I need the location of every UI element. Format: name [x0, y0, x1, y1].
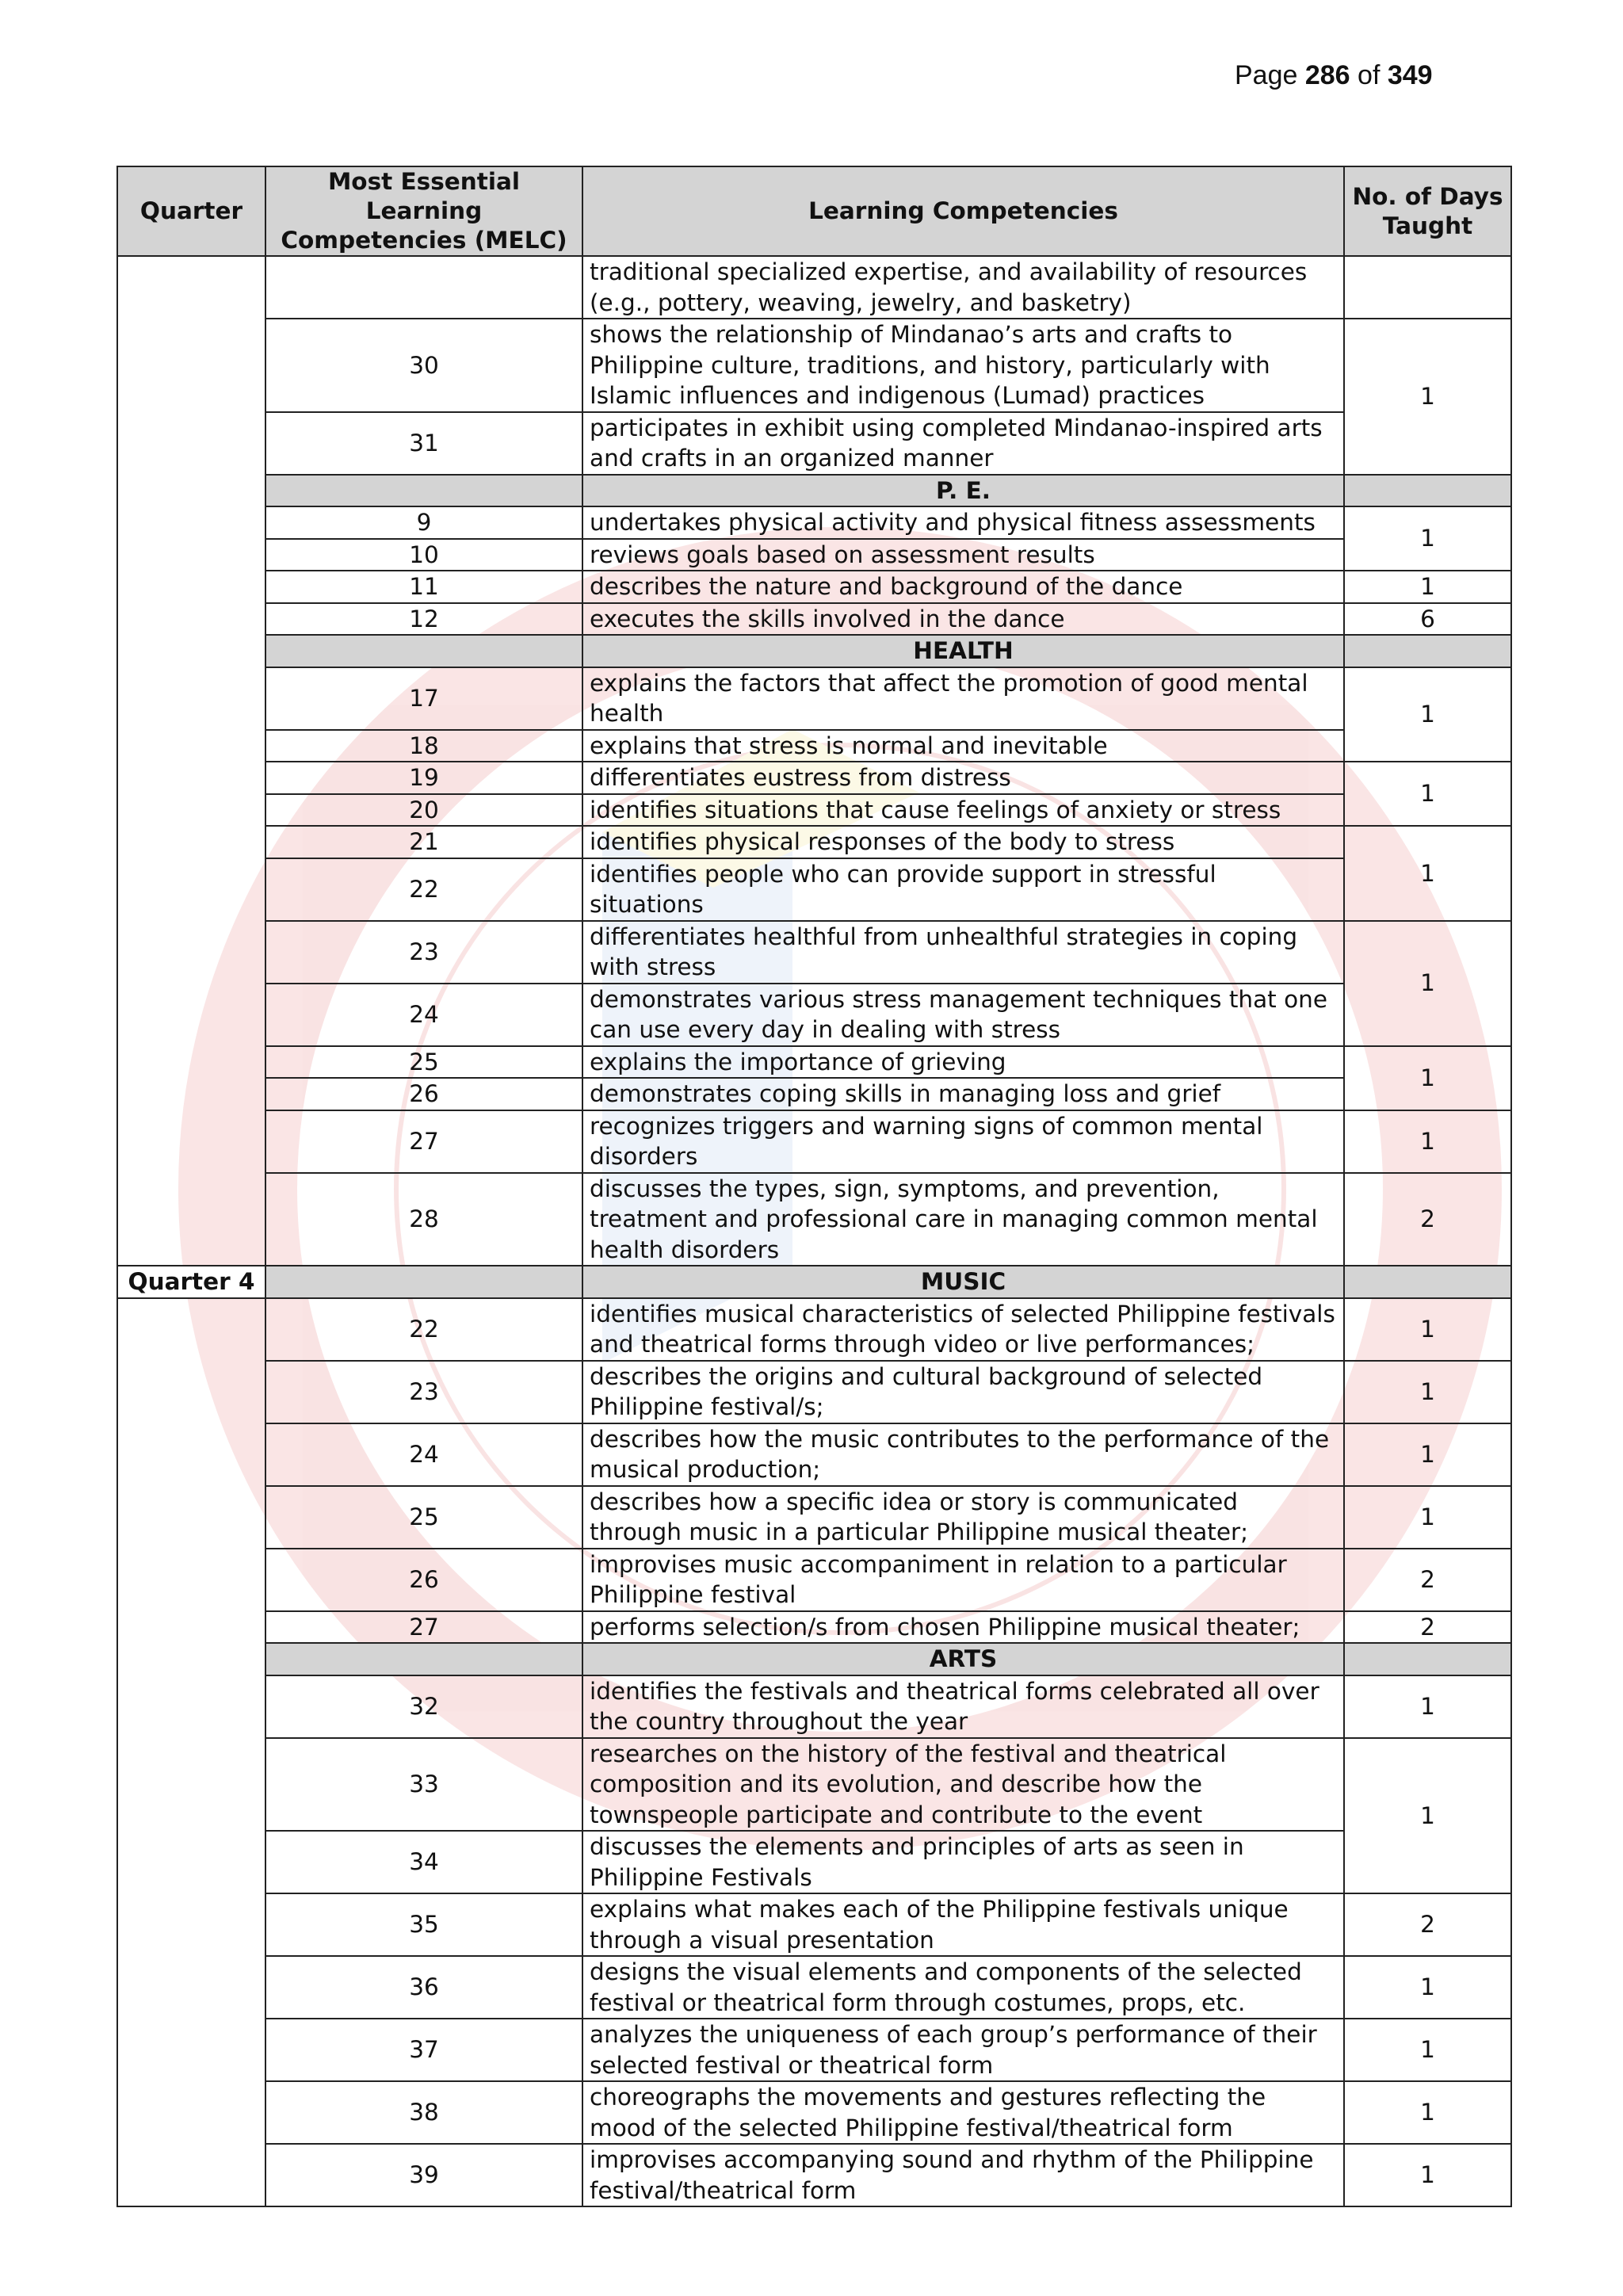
competency-text: identifies physical responses of the body to stress — [582, 826, 1344, 858]
table-row — [117, 1486, 1511, 1549]
melc-number: 25 — [265, 1486, 582, 1549]
melc-number: 32 — [265, 1675, 582, 1738]
page-total: 349 — [1387, 60, 1433, 90]
section-melc-cell — [265, 635, 582, 667]
melc-number: 25 — [265, 1046, 582, 1079]
melc-number: 17 — [265, 667, 582, 730]
days-taught: 2 — [1344, 1893, 1511, 1956]
melc-number: 28 — [265, 1173, 582, 1266]
table-row — [117, 2019, 1511, 2081]
table-row — [117, 1110, 1511, 1173]
melc-number: 26 — [265, 1078, 582, 1110]
competency-text: reviews goals based on assessment results — [582, 539, 1344, 571]
section-melc-cell — [265, 475, 582, 507]
competency-text: explains the factors that affect the promotion of good mental health — [582, 667, 1344, 730]
section-row — [117, 635, 1511, 667]
table-row — [117, 1078, 1511, 1110]
days-taught: 1 — [1344, 1298, 1511, 1361]
melc-number — [265, 256, 582, 319]
days-taught: 1 — [1344, 1486, 1511, 1549]
table-row — [117, 1675, 1511, 1738]
page-prefix: Page — [1235, 60, 1298, 90]
section-title: P. E. — [582, 475, 1344, 507]
competency-text: discusses the elements and principles of arts as seen in Philippine Festivals — [582, 1831, 1344, 1893]
table-row — [117, 762, 1511, 794]
melc-number: 27 — [265, 1611, 582, 1644]
competency-text: identifies the festivals and theatrical forms celebrated all over the country throughout the year — [582, 1675, 1344, 1738]
table-row — [117, 571, 1511, 603]
days-taught: 1 — [1344, 762, 1511, 826]
melc-table — [116, 166, 1512, 2207]
melc-number: 22 — [265, 1298, 582, 1361]
section-days-cell — [1344, 1643, 1511, 1675]
section-days-cell — [1344, 1266, 1511, 1298]
melc-number: 36 — [265, 1956, 582, 2019]
page-number — [1235, 60, 1433, 91]
table-row — [117, 1611, 1511, 1644]
competency-text: describes the nature and background of the dance — [582, 571, 1344, 603]
melc-number: 18 — [265, 730, 582, 762]
competency-text: identifies people who can provide support in stressful situations — [582, 858, 1344, 921]
table-row — [117, 794, 1511, 827]
competency-text: improvises accompanying sound and rhythm of the Philippine festival/theatrical form — [582, 2144, 1344, 2206]
days-taught — [1344, 256, 1511, 319]
table-row — [117, 921, 1511, 984]
quarter-cell — [117, 1298, 265, 2207]
table-row — [117, 1361, 1511, 1423]
table-row — [117, 826, 1511, 858]
melc-number: 37 — [265, 2019, 582, 2081]
competency-text: describes how a specific idea or story is communicated through music in a particular Philippine musical theater; — [582, 1486, 1344, 1549]
table-row — [117, 1298, 1511, 1361]
table-row — [117, 667, 1511, 730]
competency-text: performs selection/s from chosen Philippine musical theater; — [582, 1611, 1344, 1644]
section-days-cell — [1344, 475, 1511, 507]
competency-text: improvises music accompaniment in relation to a particular Philippine festival — [582, 1549, 1344, 1611]
competency-text: recognizes triggers and warning signs of common mental disorders — [582, 1110, 1344, 1173]
table-row — [117, 256, 1511, 319]
competency-text: differentiates healthful from unhealthful strategies in coping with stress — [582, 921, 1344, 984]
page-current: 286 — [1304, 60, 1350, 90]
section-title: ARTS — [582, 1643, 1344, 1675]
days-taught: 1 — [1344, 2019, 1511, 2081]
melc-number: 34 — [265, 1831, 582, 1893]
days-taught: 2 — [1344, 1549, 1511, 1611]
days-taught: 1 — [1344, 1423, 1511, 1486]
melc-number: 21 — [265, 826, 582, 858]
days-taught: 2 — [1344, 1173, 1511, 1266]
table-row — [117, 603, 1511, 636]
table-row — [117, 1549, 1511, 1611]
melc-number: 22 — [265, 858, 582, 921]
header-learning-competencies: Learning Competencies — [582, 166, 1344, 256]
competency-text: undertakes physical activity and physical fitness assessments — [582, 506, 1344, 539]
melc-number: 26 — [265, 1549, 582, 1611]
section-melc-cell — [265, 1266, 582, 1298]
table-row — [117, 539, 1511, 571]
competency-text: explains what makes each of the Philippine festivals unique through a visual presentation — [582, 1893, 1344, 1956]
competency-text: differentiates eustress from distress — [582, 762, 1344, 794]
section-title: MUSIC — [582, 1266, 1344, 1298]
header-row — [117, 166, 1511, 256]
days-taught: 1 — [1344, 1110, 1511, 1173]
melc-number: 24 — [265, 984, 582, 1046]
competency-text: researches on the history of the festival and theatrical composition and its evolution, and describe how the townspeople participate and contribute to the event — [582, 1738, 1344, 1832]
days-taught: 1 — [1344, 2081, 1511, 2144]
days-taught: 1 — [1344, 506, 1511, 571]
days-taught: 6 — [1344, 603, 1511, 636]
days-taught: 1 — [1344, 571, 1511, 603]
section-row — [117, 1643, 1511, 1675]
melc-number: 30 — [265, 319, 582, 412]
competency-text: analyzes the uniqueness of each group’s performance of their selected festival or theatrical form — [582, 2019, 1344, 2081]
competency-text: explains the importance of grieving — [582, 1046, 1344, 1079]
competency-text: participates in exhibit using completed Mindanao-inspired arts and crafts in an organized manner — [582, 412, 1344, 475]
section-row — [117, 475, 1511, 507]
header-quarter: Quarter — [117, 166, 265, 256]
melc-number: 19 — [265, 762, 582, 794]
competency-text: choreographs the movements and gestures reflecting the mood of the selected Philippine festival/theatrical form — [582, 2081, 1344, 2144]
table-row — [117, 506, 1511, 539]
table-body — [117, 256, 1511, 2206]
melc-number: 10 — [265, 539, 582, 571]
days-taught: 1 — [1344, 1361, 1511, 1423]
competency-text: traditional specialized expertise, and availability of resources (e.g., pottery, weaving, jewelry, and basketry) — [582, 256, 1344, 319]
melc-number: 23 — [265, 1361, 582, 1423]
melc-number: 27 — [265, 1110, 582, 1173]
days-taught: 1 — [1344, 667, 1511, 762]
competency-text: discusses the types, sign, symptoms, and prevention, treatment and professional care in managing common mental health disorders — [582, 1173, 1344, 1266]
table-row — [117, 1046, 1511, 1079]
table-row — [117, 1831, 1511, 1893]
melc-number: 23 — [265, 921, 582, 984]
melc-number: 31 — [265, 412, 582, 475]
competency-text: describes the origins and cultural background of selected Philippine festival/s; — [582, 1361, 1344, 1423]
table-row — [117, 2081, 1511, 2144]
melc-number: 38 — [265, 2081, 582, 2144]
quarter-cell — [117, 256, 265, 1266]
competency-text: identifies situations that cause feelings of anxiety or stress — [582, 794, 1344, 827]
days-taught: 1 — [1344, 2144, 1511, 2206]
header-melc: Most Essential Learning Competencies (MELC) — [265, 166, 582, 256]
quarter-cell: Quarter 4 — [117, 1266, 265, 1298]
table-row — [117, 730, 1511, 762]
days-taught: 1 — [1344, 1046, 1511, 1110]
table-row — [117, 412, 1511, 475]
melc-number: 12 — [265, 603, 582, 636]
page-of: of — [1358, 60, 1381, 90]
melc-number: 11 — [265, 571, 582, 603]
table-row — [117, 1173, 1511, 1266]
melc-number: 33 — [265, 1738, 582, 1832]
competency-text: shows the relationship of Mindanao’s arts and crafts to Philippine culture, traditions, and history, particularly with Islamic influences and indigenous (Lumad) practices — [582, 319, 1344, 412]
days-taught: 1 — [1344, 826, 1511, 921]
competency-text: identifies musical characteristics of selected Philippine festivals and theatrical forms through video or live performances; — [582, 1298, 1344, 1361]
competency-text: designs the visual elements and components of the selected festival or theatrical form through costumes, props, etc. — [582, 1956, 1344, 2019]
melc-number: 35 — [265, 1893, 582, 1956]
table-row — [117, 1423, 1511, 1486]
days-taught: 1 — [1344, 1675, 1511, 1738]
section-melc-cell — [265, 1643, 582, 1675]
competency-text: explains that stress is normal and inevitable — [582, 730, 1344, 762]
table-row — [117, 2144, 1511, 2206]
days-taught: 1 — [1344, 1738, 1511, 1894]
table-row — [117, 1738, 1511, 1832]
header-days-taught: No. of Days Taught — [1344, 166, 1511, 256]
melc-number: 20 — [265, 794, 582, 827]
melc-number: 39 — [265, 2144, 582, 2206]
competency-text: demonstrates coping skills in managing loss and grief — [582, 1078, 1344, 1110]
melc-number: 9 — [265, 506, 582, 539]
table-row — [117, 1956, 1511, 2019]
table-row — [117, 858, 1511, 921]
section-title: HEALTH — [582, 635, 1344, 667]
days-taught: 1 — [1344, 319, 1511, 475]
days-taught: 1 — [1344, 921, 1511, 1046]
table-row — [117, 1893, 1511, 1956]
competency-text: demonstrates various stress management techniques that one can use every day in dealing with stress — [582, 984, 1344, 1046]
melc-number: 24 — [265, 1423, 582, 1486]
table-row — [117, 319, 1511, 412]
competency-text: executes the skills involved in the dance — [582, 603, 1344, 636]
table-row — [117, 984, 1511, 1046]
days-taught: 2 — [1344, 1611, 1511, 1644]
days-taught: 1 — [1344, 1956, 1511, 2019]
section-row — [117, 1266, 1511, 1298]
competency-text: describes how the music contributes to the performance of the musical production; — [582, 1423, 1344, 1486]
section-days-cell — [1344, 635, 1511, 667]
